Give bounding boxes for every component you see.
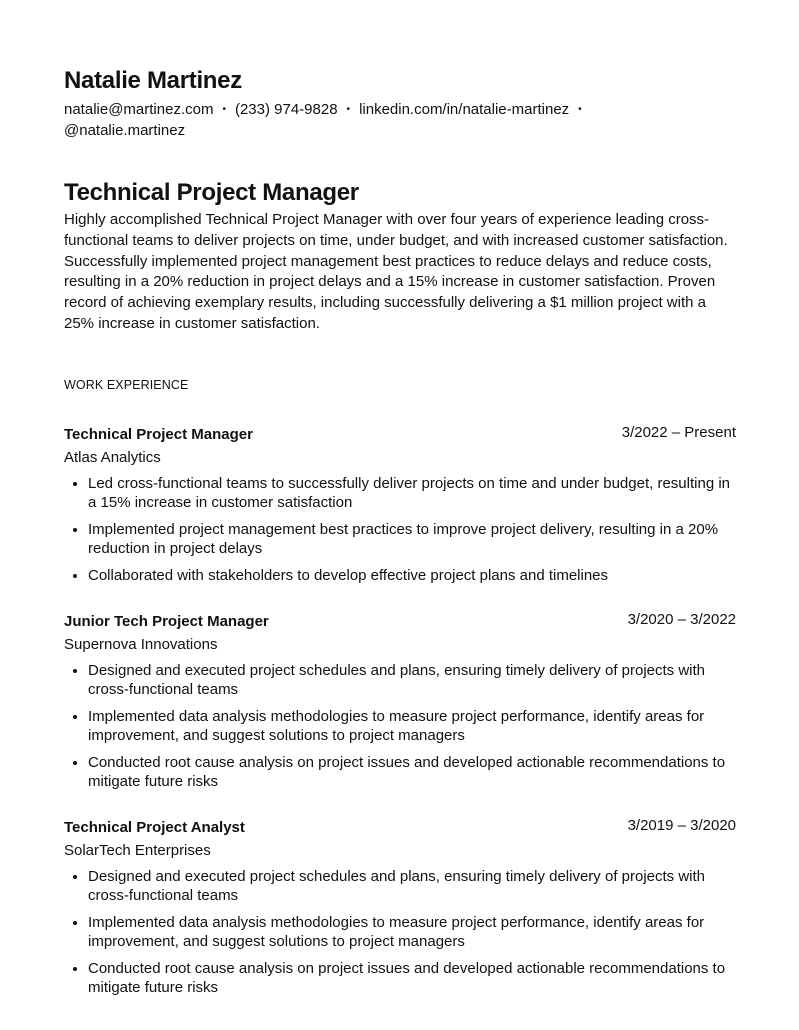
- job-header: [64, 610, 736, 632]
- job-entry: [64, 816, 736, 997]
- work-experience-heading: WORK EXPERIENCE: [64, 377, 189, 392]
- job-company: Atlas Analytics: [64, 448, 161, 466]
- job-title: Junior Tech Project Manager: [64, 612, 269, 630]
- job-entry: [64, 423, 736, 585]
- contact-email[interactable]: natalie@martinez.com: [64, 101, 214, 118]
- candidate-name: Natalie Martinez: [64, 67, 242, 94]
- job-bullet: • Conducted root cause analysis on project issues and developed actionable recommendations to mitigate future risks: [88, 753, 736, 791]
- contact-line: [64, 99, 664, 141]
- job-title: Technical Project Manager: [64, 425, 253, 443]
- contact-phone[interactable]: (233) 974-9828: [234, 101, 338, 118]
- job-bullets: [64, 474, 736, 585]
- job-header: [64, 423, 736, 445]
- job-header: [64, 816, 736, 838]
- job-company: SolarTech Enterprises: [64, 841, 211, 859]
- job-company: Supernova Innovations: [64, 635, 218, 653]
- job-dates: 3/2019 – 3/2020: [627, 816, 736, 834]
- job-dates: 3/2020 – 3/2022: [627, 610, 736, 628]
- job-entry: [64, 610, 736, 791]
- separator-dot: •: [222, 104, 226, 115]
- job-bullet: • Implemented data analysis methodologies to measure project performance, identify areas for improvement, and suggest solutions to project managers: [88, 707, 736, 745]
- profile-title: Technical Project Manager: [64, 179, 359, 206]
- job-bullets: [64, 867, 736, 997]
- job-bullets: [64, 661, 736, 791]
- job-bullet: • Conducted root cause analysis on project issues and developed actionable recommendations to mitigate future risks: [88, 959, 736, 997]
- job-bullet: • Implemented project management best practices to improve project delivery, resulting in a 20% reduction in project delays: [88, 520, 736, 558]
- job-bullet: • Designed and executed project schedules and plans, ensuring timely delivery of projects with cross-functional teams: [88, 867, 736, 905]
- job-list: [64, 423, 736, 997]
- job-bullet: • Led cross-functional teams to successfully deliver projects on time and under budget, resulting in a 15% increase in customer satisfaction: [88, 474, 736, 512]
- job-bullet: • Collaborated with stakeholders to develop effective project plans and timelines: [88, 566, 736, 585]
- separator-dot: •: [578, 104, 582, 115]
- job-bullet: • Designed and executed project schedules and plans, ensuring timely delivery of projects with cross-functional teams: [88, 661, 736, 699]
- contact-handle[interactable]: @natalie.martinez: [64, 122, 186, 139]
- job-dates: 3/2022 – Present: [621, 423, 736, 441]
- contact-linkedin[interactable]: linkedin.com/in/natalie-martinez: [359, 101, 570, 118]
- job-bullet: • Implemented data analysis methodologies to measure project performance, identify areas for improvement, and suggest solutions to project managers: [88, 913, 736, 951]
- job-title: Technical Project Analyst: [64, 818, 245, 836]
- profile-summary: Highly accomplished Technical Project Manager with over four years of experience leading cross-functional teams to deliver projects on time, under budget, and with increased customer satisfaction. Successfully implemented project management best practices to reduce delays and reduce costs, resulting in a 20% reduction in project delays and a 15% increase in customer satisfaction. Proven record of achieving exemplary results, including successfully delivering a $1 million project with a 25% increase in customer satisfaction.: [64, 211, 728, 332]
- separator-dot: •: [346, 104, 351, 115]
